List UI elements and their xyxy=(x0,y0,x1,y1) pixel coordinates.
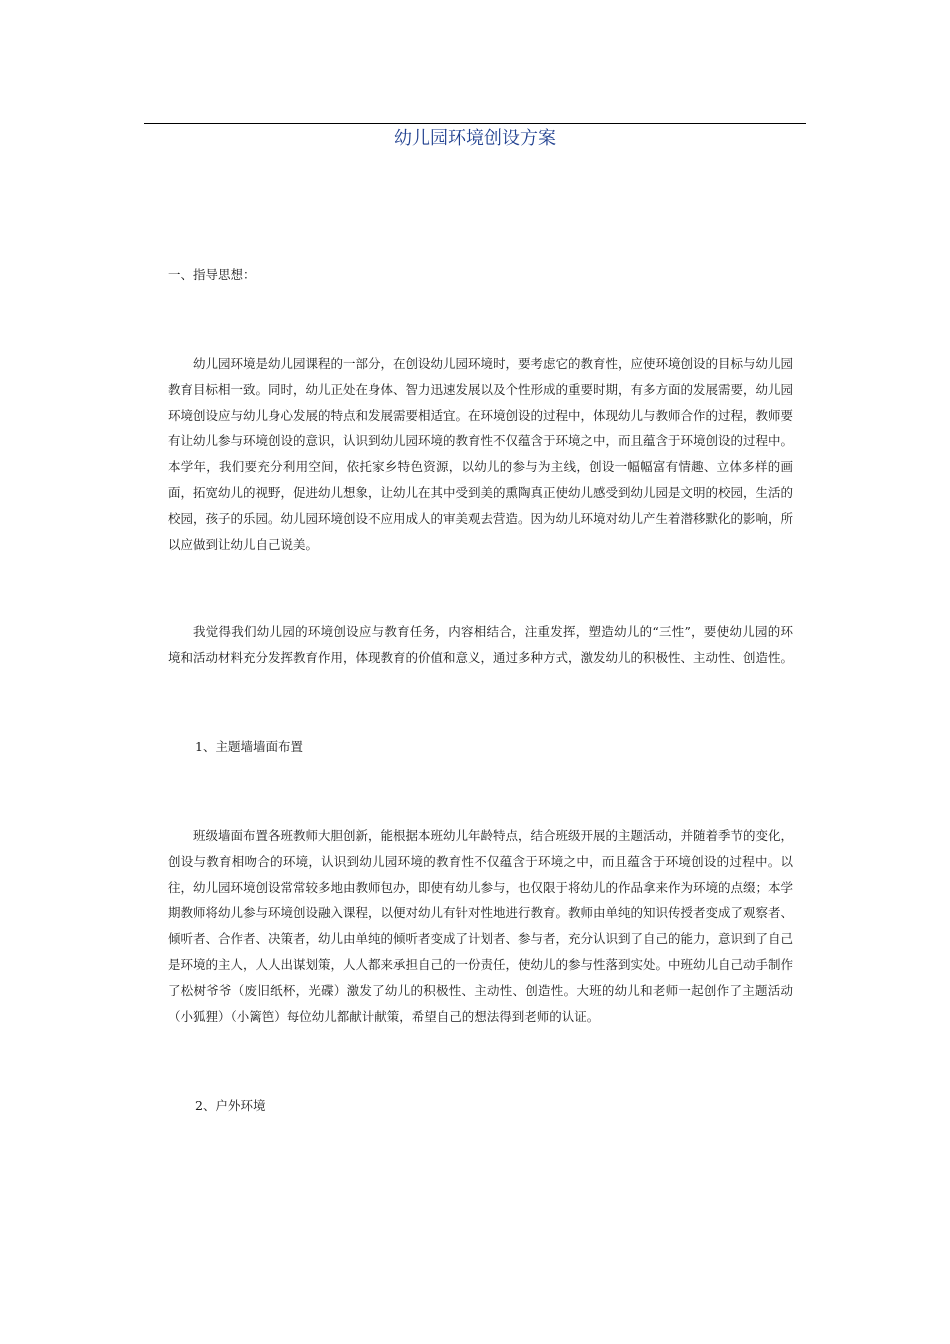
subsection-heading-theme-wall: 1、主题墙墙面布置 xyxy=(195,739,303,754)
section-heading-guiding-thought: 一、指导思想： xyxy=(168,267,256,282)
paragraph-theme-wall: 班级墙面布置各班教师大胆创新，能根据本班幼儿年龄特点，结合班级开展的主题活动，并随着季节的变化，创设与教育相吻合的环境，认识到幼儿园环境的教育性不仅蕴含于环境之中，而且蕴含于环境创设的过程中。以往，幼儿园环境创设常常较多地由教师包办，即使有幼儿参与，也仅限于将幼儿的作品拿来作为环境的点缀；本学期教师将幼儿参与环境创设融入课程，以便对幼儿有针对性地进行教育。教师由单纯的知识传授者变成了观察者、倾听者、合作者、决策者，幼儿由单纯的倾听者变成了计划者、参与者，充分认识到了自己的能力，意识到了自己是环境的主人，人人出谋划策，人人都来承担自己的一份责任，使幼儿的参与性落到实处。中班幼儿自己动手制作了松树爷爷（废旧纸杯，光碟）激发了幼儿的积极性、主动性、创造性。大班的幼儿和老师一起创作了主题活动（小狐狸）（小篱笆）每位幼儿都献计献策，希望自己的想法得到老师的认证。 xyxy=(168,828,794,1024)
header-rule xyxy=(144,123,806,124)
paragraph-guiding-thought: 幼儿园环境是幼儿园课程的一部分，在创设幼儿园环境时，要考虑它的教育性，应使环境创设的目标与幼儿园教育目标相一致。同时，幼儿正处在身体、智力迅速发展以及个性形成的重要时期，有多方面的发展需要，幼儿园环境创设应与幼儿身心发展的特点和发展需要相适宜。在环境创设的过程中，体现幼儿与教师合作的过程，教师要有让幼儿参与环境创设的意识，认识到幼儿园环境的教育性不仅蕴含于环境之中，而且蕴含于环境创设的过程中。本学年，我们要充分利用空间，依托家乡特色资源，以幼儿的参与为主线，创设一幅幅富有情趣、立体多样的画面，拓宽幼儿的视野，促进幼儿想象，让幼儿在其中受到美的熏陶真正使幼儿感受到幼儿园是文明的校园，生活的校园，孩子的乐园。幼儿园环境创设不应用成人的审美观去营造。因为幼儿环境对幼儿产生着潜移默化的影响，所以应做到让幼儿自己说美。 xyxy=(168,356,794,552)
subsection-heading-outdoor: 2、户外环境 xyxy=(195,1098,266,1113)
document-title: 幼儿园环境创设方案 xyxy=(394,128,556,149)
paragraph-three-natures: 我觉得我们幼儿园的环境创设应与教育任务，内容相结合，注重发挥，塑造幼儿的“三性”，要使幼儿园的环境和活动材料充分发挥教育作用，体现教育的价值和意义，通过多种方式，激发幼儿的积极性、主动性、创造性。 xyxy=(168,624,794,665)
